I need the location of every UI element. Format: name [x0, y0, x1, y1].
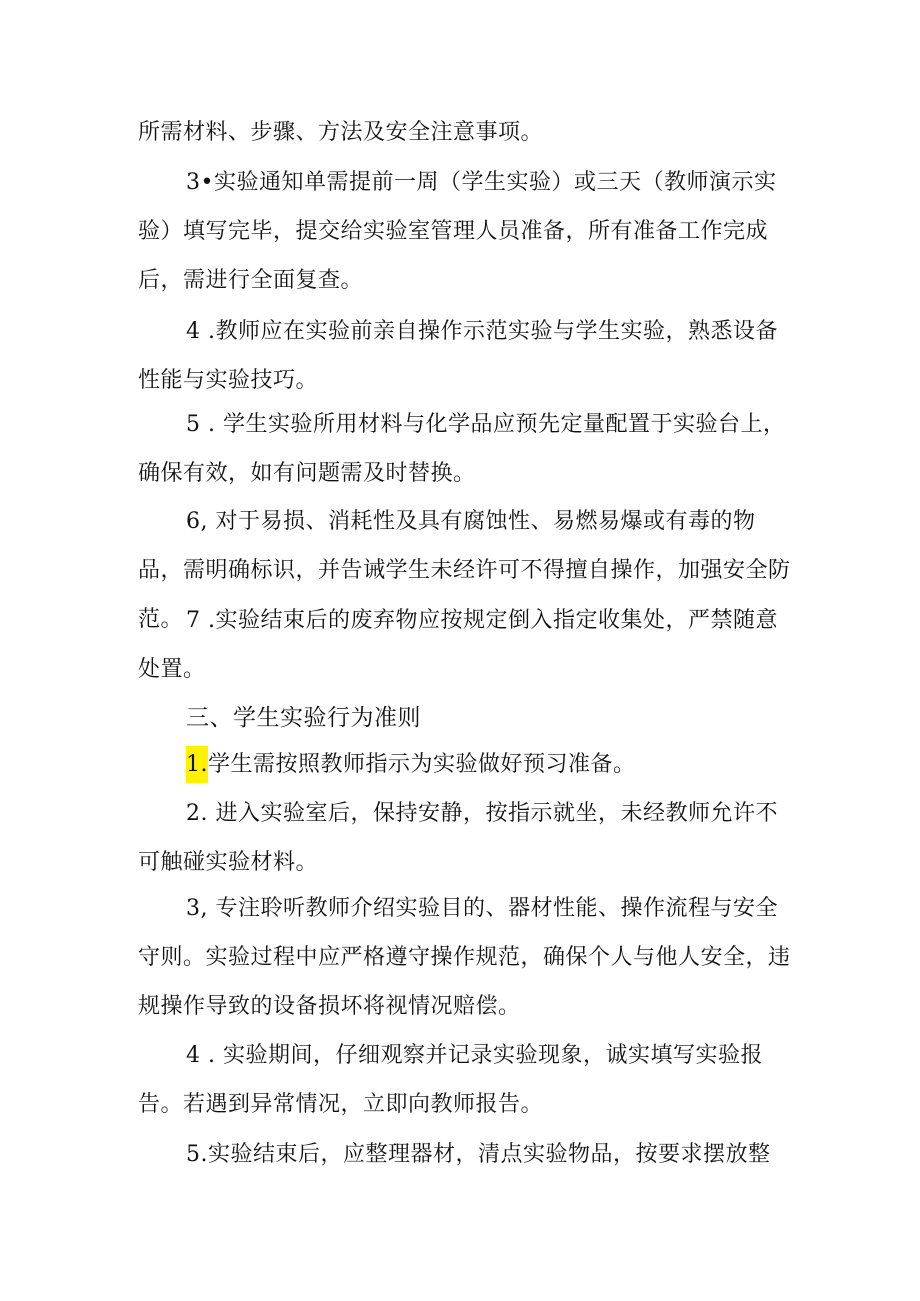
student-rule-3: 3, 专注聆听教师介绍实验目的、器材性能、操作流程与安全守则。实验过程中应严格遵守操作规范，确保个人与他人安全，违规操作导致的设备损坏将视情况赔偿。	[138, 896, 791, 1019]
paragraph-rule-3-notice-form: 3•实验通知单需提前一周（学生实验）或三天（教师演示实验）填写完毕，提交给实验室管理人员准备，所有准备工作完成后，需进行全面复查。	[138, 170, 777, 293]
student-rule-1	[138, 740, 800, 789]
paragraph-rule-6-hazardous-items: 6, 对于易损、消耗性及具有腐蚀性、易燃易爆或有毒的物品，需明确标识，并告诫学生未经许可不得擅自操作，加强安全防范。	[138, 509, 791, 632]
paragraph-rule-4-teacher-demo: 4 .教师应在实验前亲自操作示范实验与学生实验，熟悉设备性能与实验技巧。	[138, 319, 778, 393]
paragraph-rule-7-waste: 7 .实验结束后的废弃物应按规定倒入指定收集处，严禁随意处置。	[138, 608, 778, 682]
student-rule-1-text: 学生需按照教师指示为实验做好预习准备。	[208, 752, 636, 777]
section-heading-student-rules: 三、学生实验行为准则	[186, 705, 421, 731]
student-rule-4: 4 . 实验期间，仔细观察并记录实验现象，诚实填写实验报告。若遇到异常情况，立即向教师报告。	[138, 1043, 763, 1117]
paragraph-materials-steps: 所需材料、步骤、方法及安全注意事项。	[138, 120, 544, 145]
student-rule-2: 2. 进入实验室后，保持安静，按指示就坐，未经教师允许不可触碰实验材料。	[138, 801, 778, 875]
highlighted-list-marker: 1.	[186, 746, 208, 783]
student-rule-5: 5.实验结束后，应整理器材，清点实验物品，按要求摆放整	[186, 1142, 771, 1167]
paragraph-rule-5-materials: 5 . 学生实验所用材料与化学品应预先定量配置于实验台上，确保有效，如有问题需及时替换。	[138, 412, 786, 486]
